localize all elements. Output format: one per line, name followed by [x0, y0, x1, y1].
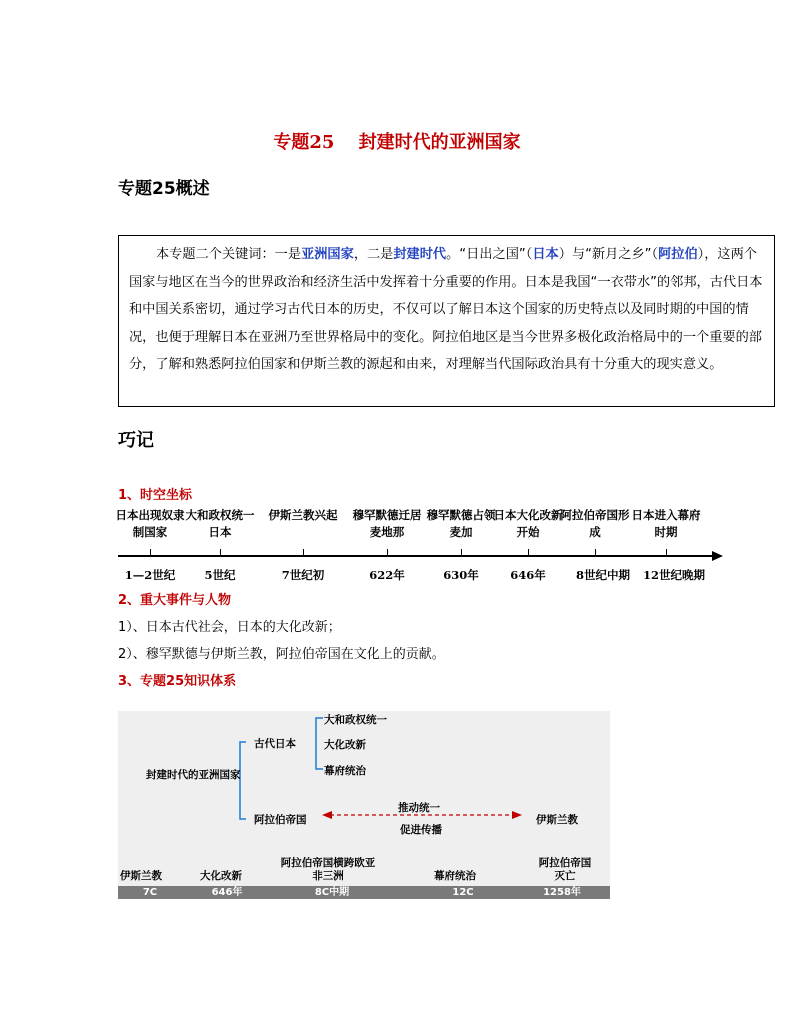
- timeline-date: 7世纪初: [281, 568, 325, 582]
- timeline-tick: [387, 549, 388, 555]
- overview-text-3: 。“日出之国”（: [446, 247, 533, 262]
- knowledge-bottom-label: 大化改新: [200, 870, 242, 882]
- timeline-label: 阿拉伯帝国形成: [560, 508, 630, 539]
- timeline-label: 伊斯兰教兴起: [268, 508, 338, 522]
- page-title: 专题25 封建时代的亚洲国家: [273, 132, 521, 153]
- timeline-date: 622年: [369, 568, 405, 582]
- knowledge-japan-item: 大和政权统一: [324, 714, 387, 726]
- knowledge-bottom-date: 646年: [211, 887, 243, 898]
- knowledge-arab-empire: 阿拉伯帝国: [254, 814, 307, 826]
- timeline-date: 646年: [510, 568, 546, 582]
- overview-text-1: 本专题二个关键词：一是: [156, 247, 302, 262]
- keyword-feudal-era: 封建时代: [393, 247, 447, 262]
- knowledge-japan-item: 幕府统治: [324, 765, 366, 777]
- knowledge-root: 封建时代的亚洲国家: [146, 769, 241, 781]
- timeline-label: 穆罕默德占领麦加: [426, 508, 496, 539]
- keyword-arabia: 阿拉伯: [658, 247, 698, 262]
- overview-text-4: ）与“新月之乡”（: [558, 247, 659, 262]
- timeline-tick: [150, 549, 151, 555]
- tips-heading: 巧记: [118, 430, 154, 451]
- timeline-label: 日本大化改新开始: [493, 508, 563, 539]
- timeline-tick: [528, 549, 529, 555]
- timeline-tick: [666, 549, 667, 555]
- timeline-label: 穆罕默德迁居麦地那: [352, 508, 422, 539]
- knowledge-bottom-label: 阿拉伯帝国灭亡: [538, 857, 592, 882]
- timeline-tick: [220, 549, 221, 555]
- knowledge-bottom-date: 8C中期: [314, 887, 350, 898]
- timeline-date: 1—2世纪: [124, 568, 176, 582]
- timeline-date: 630年: [443, 568, 479, 582]
- section-timeline-heading: 1、时空坐标: [118, 488, 193, 503]
- timeline-label: 日本出现奴隶制国家: [115, 508, 185, 539]
- timeline-label: 日本进入幕府时期: [631, 508, 701, 539]
- overview-text-5: ），这两个国家与地区在当今的世界政治和经济生活中发挥着十分重要的作用。日本是我国“一衣带水”的邻邦，古代日本和中国关系密切，通过学习古代日本的历史，不仅可以了解日本这个国家的历史特点以及同时期的中国的情况，也便于理解日本在亚洲乃至世界格局中的变化。阿拉伯地区是当今世界多极化政治格局中的一个重要的部分，了解和熟悉阿拉伯国家和伊斯兰教的源起和由来，对理解当代国际政治具有十分重大的现实意义。: [129, 247, 763, 372]
- knowledge-bottom-label: 伊斯兰教: [120, 870, 162, 882]
- knowledge-arrow-bottom-label: 促进传播: [400, 824, 442, 836]
- knowledge-islam: 伊斯兰教: [536, 814, 578, 826]
- timeline-date: 12世纪晚期: [642, 568, 705, 582]
- timeline-date: 5世纪: [204, 568, 236, 582]
- timeline-tick: [303, 549, 304, 555]
- knowledge-japan: 古代日本: [254, 738, 296, 750]
- section-knowledge-heading: 3、专题25知识体系: [118, 674, 237, 689]
- timeline-date: 8世纪中期: [575, 568, 630, 582]
- keyword-asian-countries: 亚洲国家: [301, 247, 354, 262]
- section-events-heading: 2、重大事件与人物: [118, 593, 232, 608]
- event-item: 2）、穆罕默德与伊斯兰教，阿拉伯帝国在文化上的贡献。: [118, 647, 445, 662]
- knowledge-bottom-date: 7C: [142, 887, 158, 898]
- keyword-japan: 日本: [532, 247, 559, 262]
- knowledge-bottom-date: 12C: [452, 887, 474, 898]
- knowledge-diagram: [118, 711, 610, 899]
- event-item: 1）、日本古代社会，日本的大化改新；: [118, 620, 341, 635]
- overview-text-2: ，二是: [353, 247, 394, 262]
- timeline-label: 大和政权统一日本: [185, 508, 255, 539]
- knowledge-bottom-date: 1258年: [543, 887, 581, 898]
- timeline-tick: [461, 549, 462, 555]
- timeline-tick: [595, 549, 596, 555]
- timeline-arrow-icon: [712, 551, 723, 561]
- knowledge-japan-item: 大化改新: [324, 739, 366, 751]
- knowledge-arrow-top-label: 推动统一: [398, 802, 440, 814]
- knowledge-bottom-label: 幕府统治: [434, 870, 476, 882]
- overview-heading: 专题25概述: [118, 179, 210, 199]
- timeline-axis: [118, 555, 715, 557]
- knowledge-bottom-label: 阿拉伯帝国横跨欧亚非三洲: [280, 857, 376, 882]
- overview-box: [118, 235, 775, 407]
